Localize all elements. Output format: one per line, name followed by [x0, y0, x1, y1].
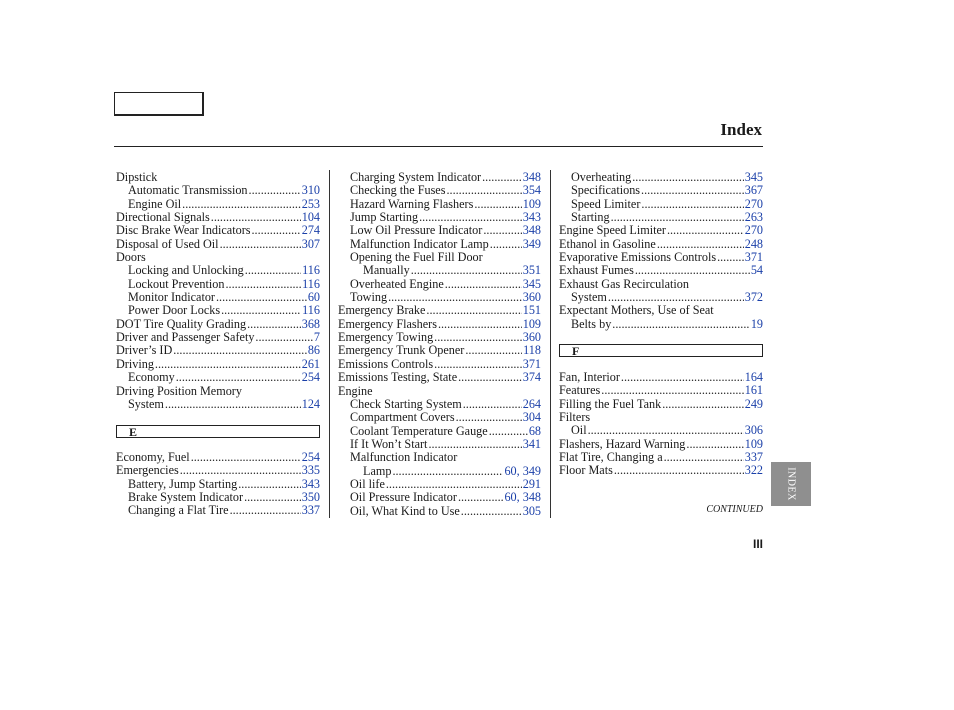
dot-leader — [601, 384, 743, 397]
title-rule — [114, 146, 763, 147]
page-reference-link[interactable]: 86 — [307, 343, 320, 358]
index-heading: Filters — [559, 409, 591, 424]
page-reference-link[interactable]: 371 — [522, 356, 541, 371]
dot-leader — [641, 184, 744, 197]
page-reference-link[interactable]: 354 — [522, 183, 541, 198]
dot-leader — [474, 198, 521, 211]
entry-label: Emissions Testing, State — [338, 370, 458, 385]
entry-label: Economy — [128, 370, 175, 385]
index-entry — [116, 504, 320, 517]
dot-leader — [664, 451, 744, 464]
header-box — [114, 92, 204, 116]
index-heading: Exhaust Gas Recirculation — [559, 276, 689, 291]
index-entry — [116, 331, 320, 344]
page-reference-link[interactable]: 60 — [307, 290, 320, 305]
entry-label: Power Door Locks — [128, 303, 221, 318]
page-reference-link[interactable]: 261 — [301, 356, 320, 371]
page-reference-link[interactable]: 360 — [522, 330, 541, 345]
page-reference-link[interactable]: 68 — [528, 423, 541, 438]
entry-label: Emergency Flashers — [338, 316, 437, 331]
dot-leader — [230, 504, 301, 517]
index-entry — [116, 278, 320, 291]
entry-label: Changing a Flat Tire — [128, 503, 229, 518]
entry-label: Compartment Covers — [350, 410, 455, 425]
page-reference-link[interactable]: 109 — [522, 196, 541, 211]
index-entry — [338, 358, 541, 371]
dot-leader — [191, 451, 301, 464]
dot-leader — [252, 224, 301, 237]
index-entry — [116, 371, 320, 384]
index-entry — [116, 464, 320, 477]
entry-label: Towing — [350, 290, 388, 305]
index-heading: Driving Position Memory — [116, 383, 242, 398]
dot-leader — [211, 211, 301, 224]
page-reference-link[interactable]: 337 — [744, 449, 763, 464]
page-reference-link[interactable]: 264 — [522, 396, 541, 411]
entry-label: Belts by — [571, 316, 612, 331]
index-entry — [338, 198, 541, 211]
index-entry — [116, 291, 320, 304]
index-entry — [338, 238, 541, 251]
index-entry — [559, 464, 763, 477]
entry-label: Brake System Indicator — [128, 489, 244, 504]
page-reference-link[interactable]: 350 — [301, 489, 320, 504]
index-entry — [559, 184, 763, 197]
page-reference-link[interactable]: 322 — [744, 463, 763, 478]
entry-label: Filling the Fuel Tank — [559, 396, 662, 411]
page-reference-link[interactable]: 341 — [522, 436, 541, 451]
index-column-1 — [116, 171, 320, 518]
index-entry — [116, 344, 320, 357]
index-heading: Expectant Mothers, Use of Seat — [559, 303, 714, 318]
index-entry — [338, 184, 541, 197]
page-reference-link[interactable]: 307 — [301, 236, 320, 251]
page-reference-link[interactable]: 335 — [301, 463, 320, 478]
entry-label: Features — [559, 383, 601, 398]
index-entry — [559, 264, 763, 277]
index-entry — [116, 318, 320, 331]
entry-label: Starting — [571, 210, 610, 225]
index-entry — [559, 238, 763, 251]
index-entry — [338, 304, 541, 317]
entry-label: Overheating — [571, 170, 632, 184]
entry-label: Checking the Fuses — [350, 183, 446, 198]
entry-label: Floor Mats — [559, 463, 613, 478]
dot-leader — [388, 291, 522, 304]
page-reference-link[interactable]: 343 — [301, 476, 320, 491]
page-reference-link[interactable]: 7 — [313, 330, 320, 345]
page-reference-link[interactable]: 254 — [301, 449, 320, 464]
entry-label: Overheated Engine — [350, 276, 444, 291]
spacer — [116, 411, 320, 424]
index-entry — [559, 198, 763, 211]
entry-label: Oil life — [350, 476, 385, 491]
page-reference-link[interactable]: 104 — [301, 210, 320, 225]
dot-leader — [182, 198, 301, 211]
index-entry — [338, 491, 541, 504]
dot-leader — [225, 278, 301, 291]
index-entry — [338, 411, 541, 424]
index-entry — [338, 331, 541, 344]
dot-leader — [635, 264, 750, 277]
index-entry — [116, 211, 320, 224]
page-reference-link[interactable]: 124 — [301, 396, 320, 411]
page-reference-link[interactable]: 270 — [744, 196, 763, 211]
entry-label: Coolant Temperature Gauge — [350, 423, 488, 438]
dot-leader — [173, 344, 307, 357]
index-entry — [116, 238, 320, 251]
page-reference-link[interactable]: 60, 348 — [504, 490, 541, 505]
index-heading: Engine — [338, 383, 373, 398]
dot-leader — [176, 371, 301, 384]
dot-leader — [463, 398, 522, 411]
entry-label: System — [571, 290, 607, 305]
page-reference-link[interactable]: 348 — [522, 170, 541, 184]
dot-leader — [419, 211, 522, 224]
page-reference-link[interactable]: 118 — [523, 343, 541, 358]
page-reference-link[interactable]: 248 — [744, 236, 763, 251]
dot-leader — [245, 264, 301, 277]
index-entry — [116, 358, 320, 371]
index-entry — [116, 478, 320, 491]
entry-label: Driver and Passenger Safety — [116, 330, 255, 345]
entry-label: Malfunction Indicator Lamp — [350, 236, 489, 251]
index-entry — [338, 398, 541, 411]
page-reference-link[interactable]: 348 — [522, 223, 541, 238]
entry-label: Fan, Interior — [559, 369, 620, 384]
index-entry — [116, 304, 320, 317]
page-reference-link[interactable]: 151 — [522, 303, 541, 318]
dot-leader — [458, 491, 503, 504]
entry-label: If It Won’t Start — [350, 436, 428, 451]
entry-label: Flat Tire, Changing a — [559, 449, 663, 464]
entry-label: Directional Signals — [116, 210, 210, 225]
dot-leader — [180, 464, 301, 477]
entry-label: Charging System Indicator — [350, 170, 482, 184]
dot-leader — [483, 224, 521, 237]
spacer — [116, 438, 320, 451]
dot-leader — [458, 371, 522, 384]
page-title: Index — [720, 120, 762, 139]
entry-label: Economy, Fuel — [116, 449, 190, 464]
page-reference-link[interactable]: 253 — [301, 196, 320, 211]
entry-label: System — [128, 396, 164, 411]
page-number: III — [752, 537, 763, 551]
dot-leader — [238, 478, 300, 491]
dot-leader — [434, 358, 522, 371]
entry-label: DOT Tire Quality Grading — [116, 316, 247, 331]
entry-label: Emergencies — [116, 463, 179, 478]
dot-leader — [612, 318, 750, 331]
entry-label: Lockout Prevention — [128, 276, 225, 291]
entry-label: Engine Speed Limiter — [559, 223, 666, 238]
page-reference-link[interactable]: 351 — [522, 263, 541, 278]
index-entry — [559, 371, 763, 384]
page-reference-link[interactable]: 372 — [744, 290, 763, 305]
page-reference-link[interactable]: 349 — [522, 236, 541, 251]
index-entry — [559, 211, 763, 224]
entry-label: Hazard Warning Flashers — [350, 196, 474, 211]
dot-leader — [662, 398, 744, 411]
entry-label: Flashers, Hazard Warning — [559, 436, 686, 451]
index-entry — [116, 451, 320, 464]
index-entry — [116, 264, 320, 277]
index-entry — [559, 291, 763, 304]
dot-leader — [438, 318, 522, 331]
dot-leader — [411, 264, 522, 277]
dot-leader — [244, 491, 301, 504]
index-entry — [338, 505, 541, 518]
dot-leader — [465, 344, 522, 357]
page-reference-link[interactable]: 368 — [301, 316, 320, 331]
entry-label: Driving — [116, 356, 154, 371]
spacer — [559, 331, 763, 344]
index-heading: Dipstick — [116, 170, 158, 184]
entry-label: Disc Brake Wear Indicators — [116, 223, 251, 238]
index-entry — [559, 424, 763, 437]
dot-leader — [386, 478, 522, 491]
dot-leader — [165, 398, 301, 411]
dot-leader — [155, 358, 301, 371]
page-reference-link[interactable]: 109 — [522, 316, 541, 331]
page-reference-link[interactable]: 345 — [522, 276, 541, 291]
page-reference-link[interactable]: 305 — [522, 503, 541, 518]
page-reference-link[interactable]: 367 — [744, 183, 763, 198]
entry-label: Low Oil Pressure Indicator — [350, 223, 483, 238]
dot-leader — [621, 371, 744, 384]
entry-label: Emissions Controls — [338, 356, 434, 371]
entry-label: Exhaust Fumes — [559, 263, 634, 278]
entry-label: Ethanol in Gasoline — [559, 236, 656, 251]
index-entry — [338, 425, 541, 438]
dot-leader — [445, 278, 522, 291]
dot-leader — [220, 238, 301, 251]
column-divider — [550, 170, 551, 518]
dot-leader — [249, 184, 301, 197]
entry-label: Specifications — [571, 183, 641, 198]
page-reference-link[interactable]: 304 — [522, 410, 541, 425]
index-entry — [116, 491, 320, 504]
index-entry — [338, 264, 541, 277]
dot-leader — [614, 464, 744, 477]
dot-leader — [588, 424, 744, 437]
dot-leader — [461, 505, 522, 518]
dot-leader — [632, 171, 743, 184]
entry-label: Automatic Transmission — [128, 183, 248, 198]
dot-leader — [717, 251, 744, 264]
index-column-3 — [559, 171, 763, 478]
page-reference-link[interactable]: 109 — [744, 436, 763, 451]
index-entry — [559, 251, 763, 264]
entry-label: Emergency Trunk Opener — [338, 343, 465, 358]
page-reference-link[interactable]: 116 — [302, 276, 320, 291]
dot-leader — [255, 331, 312, 344]
index-entry — [559, 438, 763, 451]
continued-note: CONTINUED — [706, 504, 763, 515]
page-reference-link[interactable]: 345 — [744, 170, 763, 184]
dot-leader — [434, 331, 522, 344]
entry-label: Jump Starting — [350, 210, 419, 225]
entry-label: Manually — [363, 263, 410, 278]
index-entry — [116, 224, 320, 237]
dot-leader — [426, 304, 521, 317]
page-reference-link[interactable]: 291 — [522, 476, 541, 491]
page-reference-link[interactable]: 374 — [522, 370, 541, 385]
index-entry — [338, 478, 541, 491]
page-reference-link[interactable]: 310 — [301, 183, 320, 198]
index-entry — [338, 344, 541, 357]
index-entry — [116, 398, 320, 411]
entry-label: Lamp — [363, 463, 392, 478]
dot-leader — [392, 465, 503, 478]
index-heading: Malfunction Indicator — [350, 450, 458, 465]
entry-label: Check Starting System — [350, 396, 462, 411]
dot-leader — [446, 184, 521, 197]
dot-leader — [490, 238, 522, 251]
index-entry — [559, 318, 763, 331]
index-entry — [338, 224, 541, 237]
section-letter-heading: F — [559, 344, 763, 357]
index-entry — [116, 184, 320, 197]
page-reference-link[interactable]: 116 — [302, 263, 320, 278]
dot-leader — [482, 171, 522, 184]
index-heading: Doors — [116, 250, 146, 265]
page-reference-link[interactable]: 161 — [744, 383, 763, 398]
column-divider — [329, 170, 330, 518]
index-entry — [559, 384, 763, 397]
section-letter-heading: E — [116, 425, 320, 438]
page-reference-link[interactable]: 337 — [301, 503, 320, 518]
page-reference-link[interactable]: 263 — [744, 210, 763, 225]
index-entry — [559, 398, 763, 411]
dot-leader — [247, 318, 301, 331]
dot-leader — [641, 198, 743, 211]
dot-leader — [686, 438, 743, 451]
page-reference-link[interactable]: 254 — [301, 370, 320, 385]
dot-leader — [608, 291, 744, 304]
entry-label: Speed Limiter — [571, 196, 641, 211]
index-heading: Opening the Fuel Fill Door — [350, 250, 483, 265]
dot-leader — [611, 211, 744, 224]
entry-label: Emergency Brake — [338, 303, 426, 318]
entry-label: Disposal of Used Oil — [116, 236, 219, 251]
index-entry — [559, 224, 763, 237]
page-reference-link[interactable]: 19 — [750, 316, 763, 331]
entry-label: Evaporative Emissions Controls — [559, 250, 717, 265]
index-entry — [338, 278, 541, 291]
page-reference-link[interactable]: 116 — [302, 303, 320, 318]
page-reference-link[interactable]: 249 — [744, 396, 763, 411]
dot-leader — [657, 238, 744, 251]
page-reference-link[interactable]: 360 — [522, 290, 541, 305]
page-reference-link[interactable]: 371 — [744, 250, 763, 265]
index-entry — [338, 371, 541, 384]
index-entry — [338, 211, 541, 224]
entry-label: Engine Oil — [128, 196, 182, 211]
index-entry — [116, 198, 320, 211]
entry-label: Oil — [571, 423, 587, 438]
page-reference-link[interactable]: 274 — [301, 223, 320, 238]
dot-leader — [216, 291, 307, 304]
index-entry — [338, 318, 541, 331]
index-entry — [338, 291, 541, 304]
page-reference-link[interactable]: 306 — [744, 423, 763, 438]
page-reference-link[interactable]: 164 — [744, 369, 763, 384]
index-entry — [338, 171, 541, 184]
index-entry — [338, 465, 541, 478]
entry-label: Battery, Jump Starting — [128, 476, 238, 491]
entry-label: Emergency Towing — [338, 330, 434, 345]
page-reference-link[interactable]: 343 — [522, 210, 541, 225]
index-entry — [559, 171, 763, 184]
entry-label: Oil Pressure Indicator — [350, 490, 457, 505]
dot-leader — [667, 224, 744, 237]
index-entry — [338, 438, 541, 451]
page-reference-link[interactable]: 54 — [750, 263, 763, 278]
side-tab-label: INDEX — [785, 467, 797, 501]
index-column-2 — [338, 171, 541, 518]
page-reference-link[interactable]: 60, 349 — [504, 463, 541, 478]
spacer — [559, 357, 763, 370]
entry-label: Locking and Unlocking — [128, 263, 244, 278]
entry-label: Monitor Indicator — [128, 290, 215, 305]
dot-leader — [456, 411, 522, 424]
index-side-tab[interactable] — [771, 462, 811, 506]
entry-label: Driver’s ID — [116, 343, 173, 358]
page-reference-link[interactable]: 270 — [744, 223, 763, 238]
dot-leader — [221, 304, 301, 317]
dot-leader — [428, 438, 521, 451]
dot-leader — [489, 425, 528, 438]
entry-label: Oil, What Kind to Use — [350, 503, 460, 518]
index-entry — [559, 451, 763, 464]
